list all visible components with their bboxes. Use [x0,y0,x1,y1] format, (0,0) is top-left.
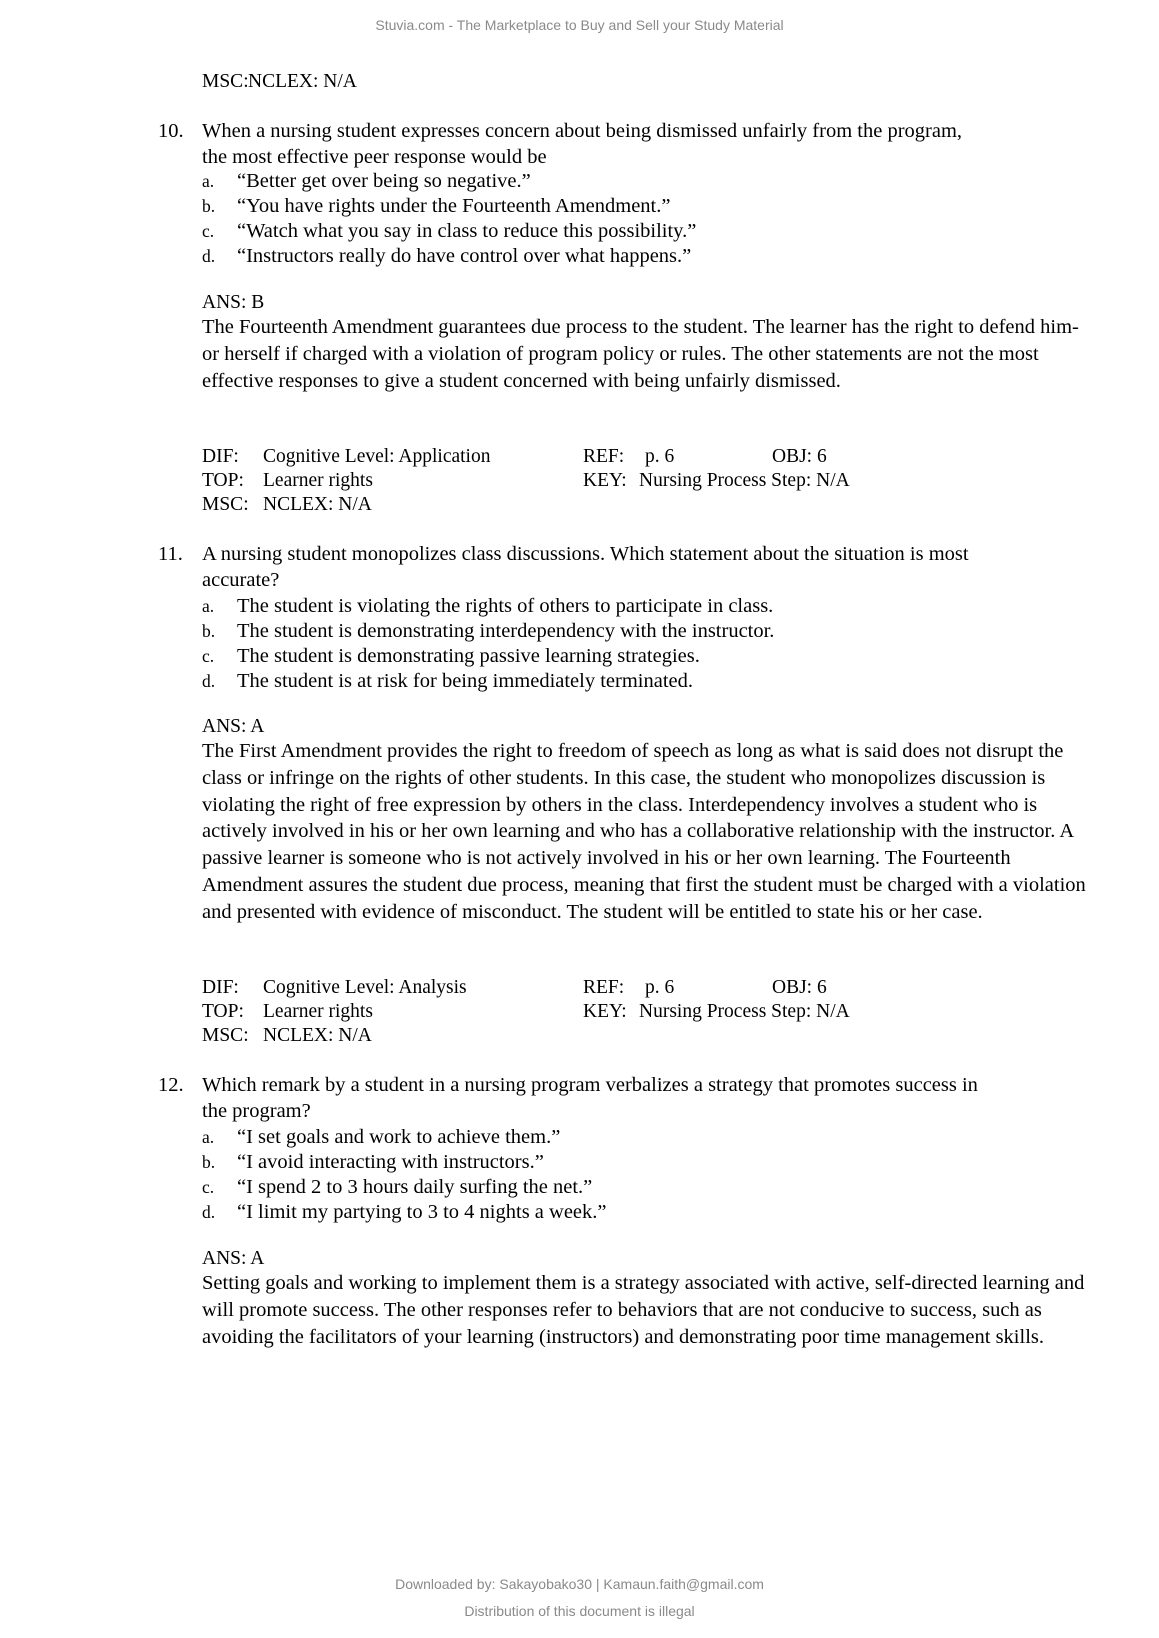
option-text: “I set goals and work to achieve them.” [237,1126,561,1148]
key-value: Nursing Process Step: N/A [639,1001,850,1022]
top-label: TOP: [202,470,244,491]
ref-value: p. 6 [645,977,675,998]
key-label: KEY: [583,470,627,491]
key-value: Nursing Process Step: N/A [639,470,850,491]
question-number: 11. [158,543,183,565]
option-text: “Instructors really do have control over what happens.” [237,245,692,267]
option-letter: c. [202,1177,215,1197]
answer-line: ANS: B [202,292,265,313]
dif-label: DIF: [202,977,239,998]
answer-line: ANS: A [202,716,265,737]
ref-label: REF: [583,446,625,467]
meta-obj [772,976,827,1000]
ref-value: p. 6 [645,446,675,467]
meta-obj [772,445,827,469]
option-text: “You have rights under the Fourteenth Amendment.” [237,195,671,217]
option-text: “Better get over being so negative.” [237,170,531,192]
meta-top [202,1000,373,1024]
top-label: TOP: [202,1001,244,1022]
question-stem-line: A nursing student monopolizes class discussions. Which statement about the situation is most [202,543,969,565]
question-stem-line: Which remark by a student in a nursing program verbalizes a strategy that promotes success in [202,1074,978,1096]
option-text: “I avoid interacting with instructors.” [237,1151,544,1173]
footer-downloaded-by: Downloaded by: Sakayobako30 | Kamaun.faith@gmail.com [395,1576,764,1592]
obj-value: 6 [816,977,827,998]
meta-msc [202,493,372,517]
meta-ref [583,976,674,1000]
meta-key [583,1000,850,1024]
option-text: “I limit my partying to 3 to 4 nights a week.” [237,1201,607,1223]
msc-label: MSC: [202,71,249,92]
question-number: 12. [158,1074,184,1096]
question-stem-line: the program? [202,1100,311,1122]
footer-distribution-notice: Distribution of this document is illegal [464,1603,695,1619]
msc-value: NCLEX: N/A [263,1025,372,1046]
msc-value: NCLEX: N/A [248,71,357,92]
meta-msc [202,1024,372,1048]
key-label: KEY: [583,1001,627,1022]
meta-top [202,469,373,493]
rationale-paragraph: The Fourteenth Amendment guarantees due process to the student. The learner has the right to defend him- or herself if charged with a violation of program policy or rules. The other statements are not the most effective responses to give a student concerned with being unfairly dismissed. [202,316,1079,392]
top-value: Learner rights [263,1001,373,1022]
question-stem-line: accurate? [202,569,280,591]
option-letter: c. [202,646,215,666]
option-letter: a. [202,171,215,191]
dif-label: DIF: [202,446,239,467]
ref-label: REF: [583,977,625,998]
obj-label: OBJ: [772,446,813,467]
option-text: “Watch what you say in class to reduce this possibility.” [237,220,697,242]
question-number: 10. [158,120,184,142]
rationale-paragraph: The First Amendment provides the right to freedom of speech as long as what is said does not disrupt the class or infringe on the rights of other students. In this case, the student who monopolizes discussion is violating the right of free expression by others in the class. Interdependency involves a student who is actively involved in his or her own learning and who has a collaborative relationship with the instructor. A passive learner is someone who is not actively involved in his or her own learning. The Fourteenth Amendment assures the student due process, meaning that first the student must be charged with a violation and presented with evidence of misconduct. The student will be entitled to state his or her case. [202,740,1086,923]
msc-label: MSC: [202,1025,249,1046]
question-stem-line: When a nursing student expresses concern about being dismissed unfairly from the program, [202,120,963,142]
dif-value: Cognitive Level: Analysis [263,977,467,998]
obj-value: 6 [816,446,827,467]
option-letter: c. [202,221,215,241]
option-letter: d. [202,246,216,266]
meta-key [583,469,850,493]
obj-label: OBJ: [772,977,813,998]
meta-ref [583,445,674,469]
option-text: The student is demonstrating passive learning strategies. [237,645,700,667]
option-text: The student is violating the rights of others to participate in class. [237,595,774,617]
dif-value: Cognitive Level: Application [263,446,491,467]
option-letter: b. [202,1152,216,1172]
option-letter: b. [202,196,216,216]
page-header-source: Stuvia.com - The Marketplace to Buy and Sell your Study Material [375,17,784,33]
msc-value: NCLEX: N/A [263,494,372,515]
option-letter: a. [202,1127,215,1147]
question-stem-line: the most effective peer response would be [202,146,547,168]
top-msc-line [202,70,357,94]
option-letter: d. [202,671,216,691]
meta-dif [202,976,467,1000]
option-text: The student is at risk for being immediately terminated. [237,670,694,692]
top-value: Learner rights [263,470,373,491]
option-text: The student is demonstrating interdependency with the instructor. [237,620,775,642]
rationale-paragraph: Setting goals and working to implement them is a strategy associated with active, self-directed learning and will promote success. The other responses refer to behaviors that are not conducive to success, such as avoiding the facilitators of your learning (instructors) and demonstrating poor time management skills. [202,1272,1085,1348]
meta-dif [202,445,490,469]
option-letter: b. [202,621,216,641]
option-text: “I spend 2 to 3 hours daily surfing the net.” [237,1176,593,1198]
msc-label: MSC: [202,494,249,515]
option-letter: a. [202,596,215,616]
answer-line: ANS: A [202,1248,265,1269]
option-letter: d. [202,1202,216,1222]
